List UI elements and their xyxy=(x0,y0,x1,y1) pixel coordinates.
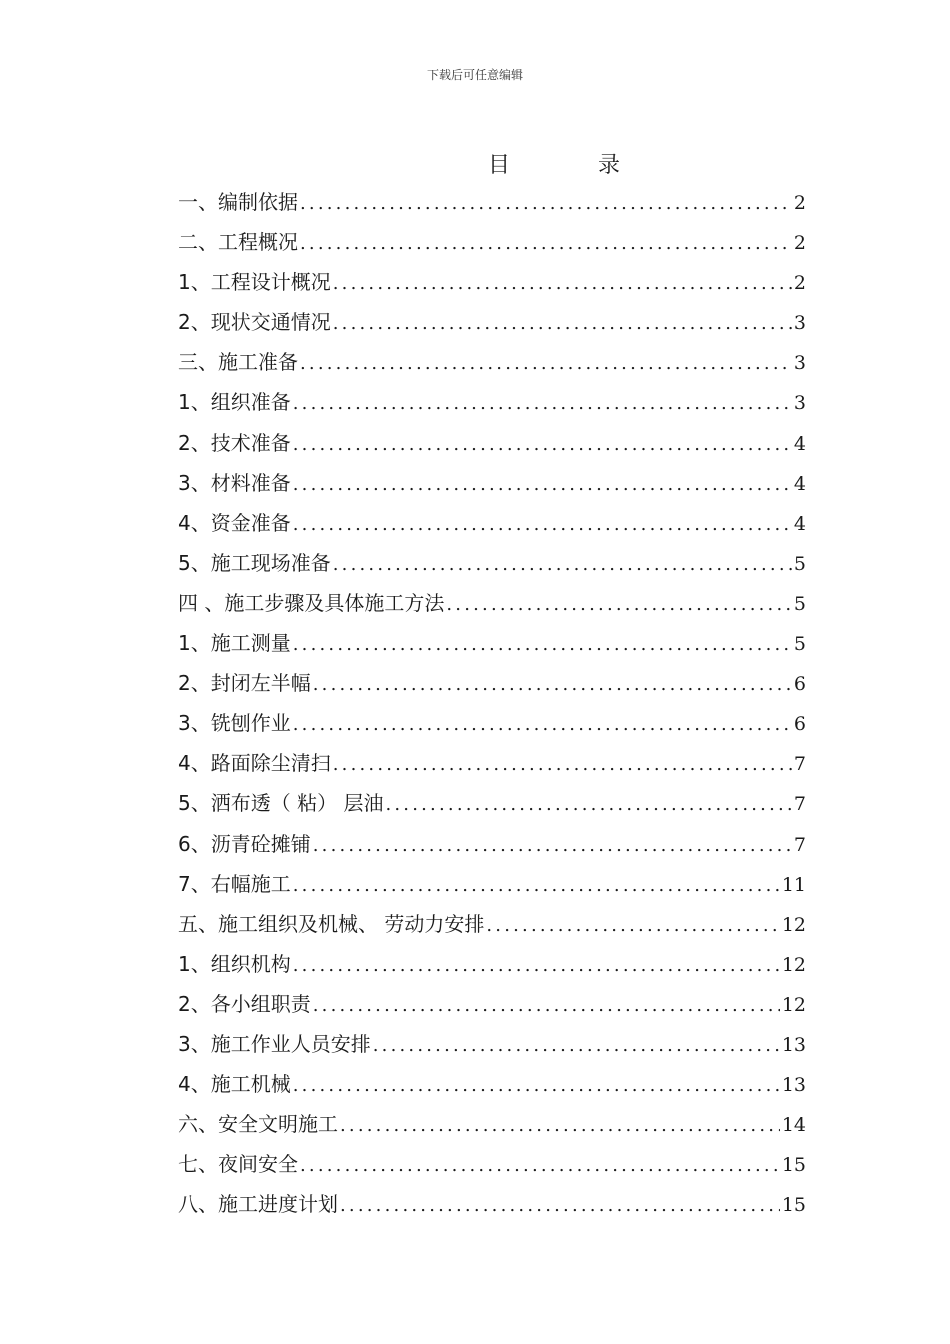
toc-dot-leader xyxy=(293,705,792,745)
toc-entry-title: 封闭左半幅 xyxy=(210,671,311,696)
toc-entry-title: 施工进度计划 xyxy=(218,1192,338,1217)
toc-dot-leader xyxy=(293,1066,780,1106)
toc-entry[interactable] xyxy=(178,904,806,944)
toc-entry-title: 施工步骤及具体施工方法 xyxy=(224,590,445,615)
toc-entry[interactable] xyxy=(178,583,806,623)
toc-entry-page: 4 xyxy=(793,432,806,455)
toc-dot-leader xyxy=(293,866,780,906)
toc-entry-number: 5、 xyxy=(178,791,211,816)
toc-entry[interactable] xyxy=(178,783,806,823)
toc-entry-number: 1、 xyxy=(178,270,211,295)
toc-entry-title: 洒布透（ 粘） 层油 xyxy=(210,791,384,816)
toc-entry-number: 1、 xyxy=(178,390,211,415)
toc-entry-title: 材料准备 xyxy=(210,470,291,495)
toc-entry-page: 3 xyxy=(793,352,806,375)
toc-entry-page: 5 xyxy=(793,552,806,575)
toc-entry-title: 施工机械 xyxy=(210,1072,291,1097)
toc-entry-number: 4、 xyxy=(178,510,211,535)
toc-entry-number: 4、 xyxy=(178,751,211,776)
download-note: 下载后可任意编辑 xyxy=(426,68,523,82)
toc-entry-number: 3、 xyxy=(178,711,211,736)
toc-dot-leader xyxy=(373,1026,780,1066)
toc-entry-number: 3、 xyxy=(178,1031,211,1056)
toc-entry-page: 15 xyxy=(781,1194,806,1217)
toc-entry-number: 一、 xyxy=(178,190,218,214)
toc-entry-title: 施工组织及机械、 劳动力安排 xyxy=(218,911,485,936)
toc-entry-page: 6 xyxy=(793,673,806,696)
toc-entry[interactable] xyxy=(178,944,806,984)
toc-entry-title: 工程设计概况 xyxy=(210,270,331,295)
toc-entry[interactable] xyxy=(178,382,806,422)
toc-entry[interactable] xyxy=(178,262,806,302)
toc-entry-title: 施工测量 xyxy=(210,631,291,656)
toc-dot-leader xyxy=(300,224,792,264)
toc-entry-number: 八、 xyxy=(178,1192,218,1217)
toc-entry-title: 组织准备 xyxy=(210,390,291,415)
toc-entry-number: 1、 xyxy=(178,631,211,656)
toc-dot-leader xyxy=(293,505,792,545)
toc-title-char: 录 xyxy=(598,153,621,178)
toc-dot-leader xyxy=(313,665,792,705)
toc-dot-leader xyxy=(340,1186,780,1226)
toc-dot-leader xyxy=(300,1146,780,1186)
toc-entry[interactable] xyxy=(178,743,806,783)
toc-entry-page: 4 xyxy=(793,472,806,495)
toc-entry[interactable] xyxy=(178,623,806,663)
toc-dot-leader xyxy=(300,344,792,384)
toc-entry[interactable] xyxy=(178,463,806,503)
toc-entry-page: 3 xyxy=(793,392,806,415)
toc-dot-leader xyxy=(333,264,792,304)
toc-dot-leader xyxy=(333,304,792,344)
toc-entry-title: 铣刨作业 xyxy=(210,711,291,736)
toc-entry-page: 12 xyxy=(781,953,806,976)
toc-entry-title: 右幅施工 xyxy=(210,871,291,896)
toc-entry-number: 5、 xyxy=(178,550,211,575)
toc-entry-page: 4 xyxy=(793,512,806,535)
toc-dot-leader xyxy=(293,465,792,505)
toc-dot-leader xyxy=(293,384,792,424)
toc-list xyxy=(178,182,806,1224)
toc-entry-page: 14 xyxy=(781,1114,806,1137)
toc-entry[interactable] xyxy=(178,1144,806,1184)
toc-dot-leader xyxy=(293,425,792,465)
toc-entry-page: 11 xyxy=(781,873,806,896)
toc-entry-number: 2、 xyxy=(178,310,211,335)
toc-entry-page: 3 xyxy=(793,312,806,335)
toc-entry-title: 工程概况 xyxy=(218,230,298,255)
toc-entry[interactable] xyxy=(178,824,806,864)
toc-dot-leader xyxy=(340,1106,780,1146)
toc-dot-leader xyxy=(385,785,791,825)
toc-dot-leader xyxy=(300,184,792,224)
toc-entry-number: 四 、 xyxy=(178,590,225,615)
toc-entry-title: 施工准备 xyxy=(218,350,298,375)
toc-entry-title: 现状交通情况 xyxy=(210,310,331,335)
toc-entry[interactable] xyxy=(178,984,806,1024)
toc-entry-page: 15 xyxy=(781,1154,806,1177)
toc-entry-title: 技术准备 xyxy=(210,430,291,455)
toc-entry-number: 1、 xyxy=(178,951,211,976)
toc-entry[interactable] xyxy=(178,663,806,703)
toc-entry[interactable] xyxy=(178,864,806,904)
toc-entry-page: 12 xyxy=(781,993,806,1016)
toc-entry[interactable] xyxy=(178,1024,806,1064)
toc-entry-page: 2 xyxy=(793,232,806,255)
toc-entry-number: 五、 xyxy=(178,911,218,936)
toc-entry-title: 安全文明施工 xyxy=(218,1112,338,1137)
toc-entry[interactable] xyxy=(178,1064,806,1104)
toc-entry-page: 7 xyxy=(793,753,806,776)
toc-entry-number: 2、 xyxy=(178,430,211,455)
toc-entry-title: 夜间安全 xyxy=(218,1152,298,1177)
toc-entry[interactable] xyxy=(178,342,806,382)
toc-entry-title: 各小组职责 xyxy=(210,991,311,1016)
toc-entry-number: 6、 xyxy=(178,831,211,856)
toc-entry[interactable] xyxy=(178,1184,806,1224)
toc-entry-number: 7、 xyxy=(178,871,211,896)
toc-entry[interactable] xyxy=(178,1104,806,1144)
toc-entry-title: 施工现场准备 xyxy=(210,550,331,575)
toc-entry-page: 13 xyxy=(781,1074,806,1097)
toc-entry-number: 七、 xyxy=(178,1152,218,1177)
toc-dot-leader xyxy=(446,585,792,625)
toc-dot-leader xyxy=(333,745,792,785)
toc-entry-page: 5 xyxy=(793,633,806,656)
toc-entry-title: 路面除尘清扫 xyxy=(210,751,331,776)
toc-entry-title: 施工作业人员安排 xyxy=(210,1031,371,1056)
toc-entry-number: 2、 xyxy=(178,671,211,696)
toc-dot-leader xyxy=(333,545,792,585)
toc-title-char: 目 xyxy=(488,153,511,178)
toc-dot-leader xyxy=(313,986,780,1026)
toc-dot-leader xyxy=(486,906,779,946)
toc-entry-page: 7 xyxy=(793,833,806,856)
toc-entry[interactable] xyxy=(178,543,806,583)
toc-entry-page: 12 xyxy=(781,913,806,936)
toc-entry-number: 六、 xyxy=(178,1112,218,1137)
toc-entry-number: 4、 xyxy=(178,1072,211,1097)
toc-entry[interactable] xyxy=(178,222,806,262)
toc-entry-number: 二、 xyxy=(178,230,218,255)
toc-entry[interactable] xyxy=(178,423,806,463)
toc-entry[interactable] xyxy=(178,302,806,342)
toc-entry-number: 2、 xyxy=(178,991,211,1016)
toc-entry-title: 沥青砼摊铺 xyxy=(210,831,311,856)
toc-dot-leader xyxy=(293,625,792,665)
toc-dot-leader xyxy=(313,826,792,866)
toc-entry[interactable] xyxy=(178,703,806,743)
toc-dot-leader xyxy=(293,946,780,986)
toc-entry-page: 13 xyxy=(781,1033,806,1056)
toc-title xyxy=(488,148,620,179)
toc-entry-page: 5 xyxy=(793,592,806,615)
toc-entry-page: 2 xyxy=(793,272,806,295)
toc-entry-page: 2 xyxy=(793,192,806,214)
toc-entry-title: 资金准备 xyxy=(210,510,291,535)
toc-entry[interactable] xyxy=(178,182,806,222)
toc-entry-page: 6 xyxy=(793,713,806,736)
toc-entry[interactable] xyxy=(178,503,806,543)
toc-entry-page: 7 xyxy=(793,793,806,816)
toc-entry-number: 3、 xyxy=(178,470,211,495)
toc-entry-title: 编制依据 xyxy=(218,190,298,214)
toc-entry-number: 三、 xyxy=(178,350,218,375)
toc-entry-title: 组织机构 xyxy=(210,951,291,976)
